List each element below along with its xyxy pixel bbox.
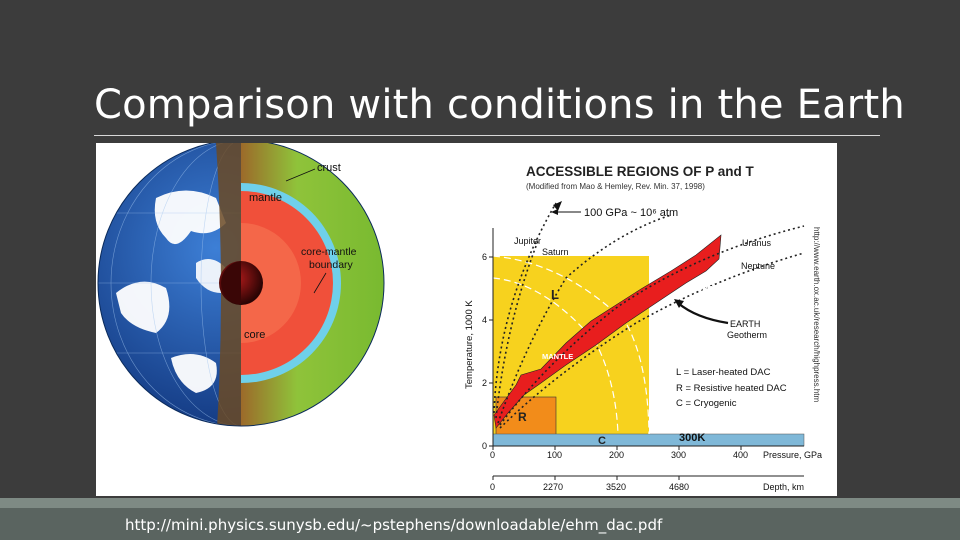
x-tick-200: 200 [609, 450, 625, 460]
y-axis-label: Temperature, 1000 K [464, 300, 475, 389]
saturn-label: Saturn [542, 247, 569, 257]
mantle-region-label: MANTLE [542, 352, 574, 361]
region-C-label: C [598, 435, 606, 447]
x-tick-100: 100 [547, 450, 563, 460]
x-tick-0: 0 [490, 450, 496, 460]
pt-diagram-subtitle: (Modified from Mao & Hemley, Rev. Min. 37, 1998) [526, 182, 705, 191]
legend-item-resistive: R = Resistive heated DAC [676, 383, 787, 394]
neptune-label: Neptune [741, 261, 776, 271]
core-label: core [244, 329, 266, 341]
region-R-label: R [518, 410, 527, 424]
core-region-label: CORE [691, 284, 713, 293]
crust-label: crust [317, 162, 341, 174]
y-tick-0: 0 [482, 441, 488, 451]
boundary-label-line2: boundary [309, 259, 353, 271]
depth-tick-2270: 2270 [543, 482, 564, 492]
uranus-label: Uranus [742, 238, 772, 248]
depth-axis-label: Depth, km [763, 482, 805, 492]
geotherm-label-line2: Geotherm [727, 330, 768, 340]
legend-item-cryogenic: C = Cryogenic [676, 398, 737, 409]
geotherm-label-line1: EARTH [730, 319, 761, 329]
depth-tick-3520: 3520 [606, 482, 627, 492]
mantle-label: mantle [249, 192, 283, 204]
depth-tick-4680: 4680 [669, 482, 690, 492]
source-link[interactable]: http://mini.physics.sunysb.edu/~pstephens/downloadable/ehm_dac.pdf [125, 516, 663, 534]
legend-item-laser: L = Laser-heated DAC [676, 367, 771, 378]
footer-band-accent [0, 498, 960, 508]
earth-cutaway-diagram [96, 143, 401, 443]
x-tick-400: 400 [733, 450, 749, 460]
pt-diagram-title: ACCESSIBLE REGIONS OF P and T [526, 164, 754, 179]
cryogenic-region [493, 434, 804, 446]
depth-tick-0: 0 [490, 482, 496, 492]
x-tick-300: 300 [671, 450, 687, 460]
pt-diagram [464, 164, 822, 492]
slide-title: Comparison with conditions in the Earth [94, 82, 905, 128]
x-axis-label: Pressure, GPa [763, 450, 823, 460]
pressure-annotation: 100 GPa ~ 10⁶ atm [584, 207, 679, 219]
region-L-label: L [551, 287, 559, 302]
y-tick-4: 4 [482, 315, 488, 325]
y-tick-6: 6 [482, 252, 488, 262]
boundary-label-line1: core-mantle [301, 246, 357, 258]
y-tick-2: 2 [482, 378, 488, 388]
temp-300k-label: 300K [679, 432, 706, 444]
title-divider [94, 135, 880, 136]
comparison-figure [96, 143, 837, 496]
jupiter-label: Jupiter [514, 236, 542, 246]
side-url: http://www.earth.ox.ac.uk/research/highpress.htm [812, 227, 821, 403]
